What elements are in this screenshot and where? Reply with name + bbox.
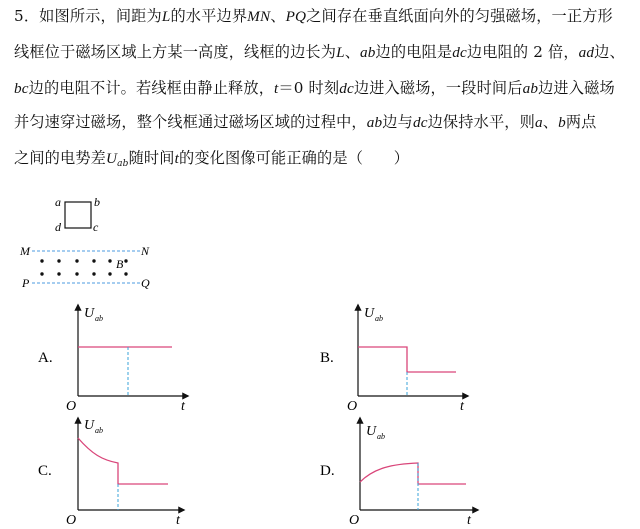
symbol-ab: ab: [366, 114, 383, 131]
origin-label: O: [66, 513, 77, 528]
text: 之间存在垂直纸面向外的匀强磁场，一正方形: [306, 7, 613, 25]
boundary-Q-label: Q: [141, 276, 150, 290]
y-axis-label: U: [84, 418, 95, 433]
field-dot: [124, 259, 127, 262]
text: 边电阻的 2 倍，: [466, 43, 579, 61]
y-axis-subscript: ab: [95, 314, 103, 323]
symbol-t: t: [274, 80, 279, 97]
text: 边保持水平，则: [427, 113, 535, 131]
corner-d-label: d: [55, 220, 61, 234]
symbol-PQ: PQ: [285, 8, 307, 25]
corner-c-label: c: [93, 220, 99, 234]
square-coil: [65, 202, 91, 228]
field-B-label: B: [116, 257, 124, 271]
text: ＝0 时刻: [278, 79, 340, 97]
symbol-dc: dc: [339, 80, 354, 97]
text: 边与: [382, 113, 413, 131]
coil-figure: [19, 195, 150, 290]
field-dot: [40, 259, 43, 262]
field-dot: [40, 272, 43, 275]
text: 、: [344, 43, 361, 61]
field-dot: [75, 272, 78, 275]
symbol-dc: dc: [452, 44, 467, 61]
symbol-L: L: [336, 44, 345, 61]
field-dot: [92, 259, 95, 262]
option-A-label: A.: [38, 350, 53, 366]
option-D-graph[interactable]: [320, 418, 478, 528]
corner-b-label: b: [94, 195, 100, 209]
symbol-subscript-ab: ab: [117, 159, 129, 169]
field-dot: [124, 272, 127, 275]
y-axis-subscript: ab: [95, 426, 103, 435]
boundary-M-label: M: [20, 244, 30, 258]
graph-curve: [358, 347, 456, 372]
symbol-MN: MN: [247, 8, 271, 25]
text: 边的电阻不计。若线框由静止释放，: [28, 79, 275, 97]
text: 两点: [565, 113, 597, 131]
option-A-graph[interactable]: [38, 305, 188, 414]
x-axis-label: t: [176, 513, 180, 528]
option-D-label: D.: [320, 463, 335, 479]
x-axis-label: t: [467, 513, 471, 528]
field-dot: [57, 272, 60, 275]
symbol-ab: ab: [360, 44, 376, 61]
symbol-ab: ab: [522, 80, 539, 97]
symbol-ad: ad: [578, 44, 595, 61]
text: 边进入磁场: [538, 79, 615, 97]
text: 、: [542, 113, 559, 131]
option-C-graph[interactable]: [38, 418, 184, 528]
text: 5．如图所示，间距为: [14, 7, 162, 25]
text: 、: [270, 7, 286, 25]
field-dot: [75, 259, 78, 262]
boundary-P-label: P: [22, 276, 30, 290]
text: 的水平边界: [170, 7, 248, 25]
y-axis-label: U: [364, 306, 375, 321]
option-B-graph[interactable]: [320, 305, 468, 414]
text: 之间的电势差: [14, 149, 107, 167]
text: 随时间: [128, 149, 175, 167]
symbol-U: U: [106, 150, 118, 167]
x-axis-label: t: [460, 399, 464, 414]
boundary-N-label: N: [141, 244, 150, 258]
text: 线框位于磁场区域上方某一高度，线框的边长为: [14, 43, 337, 61]
origin-label: O: [66, 399, 77, 414]
corner-a-label: a: [55, 195, 61, 209]
symbol-b: b: [558, 114, 566, 131]
field-dot: [108, 272, 111, 275]
origin-label: O: [349, 513, 360, 528]
option-C-label: C.: [38, 463, 52, 479]
option-B-label: B.: [320, 350, 334, 366]
symbol-bc: bc: [14, 80, 29, 97]
text: 边、: [594, 43, 625, 61]
origin-label: O: [347, 399, 358, 414]
field-dot: [57, 259, 60, 262]
graph-curve: [78, 438, 168, 484]
symbol-dc: dc: [412, 114, 428, 131]
text: 边的电阻是: [375, 43, 453, 61]
y-axis-subscript: ab: [377, 432, 385, 441]
text: 的变化图像可能正确的是（ ）: [178, 149, 410, 167]
x-axis-label: t: [181, 399, 185, 414]
y-axis-label: U: [366, 424, 377, 439]
symbol-L: L: [161, 8, 171, 25]
field-dots: [40, 259, 127, 275]
graph-curve: [360, 463, 466, 484]
y-axis-subscript: ab: [375, 314, 383, 323]
text: 并匀速穿过磁场，整个线框通过磁场区域的过程中，: [14, 113, 367, 131]
text: 边进入磁场，一段时间后: [353, 79, 523, 97]
field-dot: [108, 259, 111, 262]
symbol-a: a: [534, 114, 543, 131]
y-axis-label: U: [84, 306, 95, 321]
symbol-t: t: [174, 150, 179, 167]
field-dot: [92, 272, 95, 275]
